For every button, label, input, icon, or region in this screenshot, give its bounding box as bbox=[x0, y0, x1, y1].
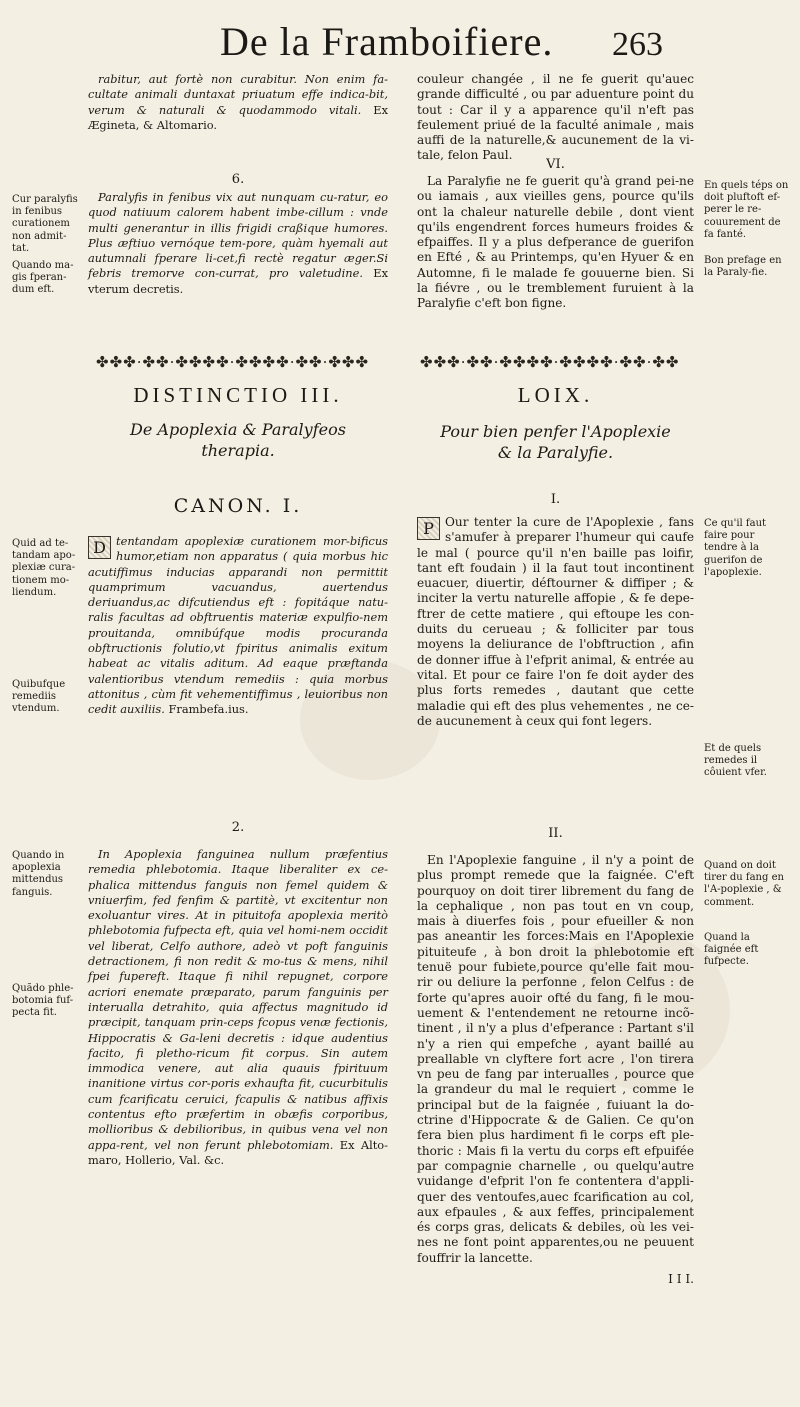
french-canon-1 bbox=[417, 515, 694, 735]
french-dropcap: P bbox=[417, 517, 440, 540]
running-head-title: De la Framboifiere. bbox=[220, 19, 554, 64]
margin-note-left: Quibufque remediis vtendum. bbox=[12, 679, 66, 715]
french-subtitle-line-1: Pour bien penfer l'Apoplexie bbox=[440, 422, 671, 441]
margin-note-left: Quando in apoplexia mittendus fanguis. bbox=[12, 850, 65, 898]
latin-canon-1-text: tentandam apoplexiæ curationem mor-bificus humor,etiam non apparatus ( quia morbus hic acutiffimus inducias apparandi non permittit quamprimum vacuandus, auertendus deriuandus,ac difcutiendus eft : fopitáque natu-ralis facultas ad obftruentis materiæ expulfio-nem prouitanda, omnibúfque modis procuranda obftructionis folutio,vt fpiritus animalis exitum habeat ac vitalis aditum. Ad eaque præftanda valentioribus vtendum remediis : quia morbus attonitus , cùm fit vehementiffimus , leuioribus non cedit auxiliis. bbox=[88, 534, 388, 717]
french-section-number-1: I. bbox=[550, 492, 561, 507]
french-intro-text: couleur changée , il ne fe guerit qu'auec grande difficulté , ou par aduenture point du tout : Car il y a apparence qu'il n'eft pas feulement priué de la faculté animale , mais auffi de la naturelle,& aucunement de la vi-tale, felon Paul. bbox=[417, 72, 694, 163]
latin-canon-2 bbox=[88, 847, 388, 1174]
latin-canon-2-source: Ex Alto-maro, Hollerio, Val. &c. bbox=[88, 1137, 388, 1167]
latin-subtitle bbox=[88, 419, 388, 461]
catchword: I I I. bbox=[668, 1272, 694, 1287]
margin-note-right: Bon prefage en la Paraly-fie. bbox=[704, 255, 782, 279]
french-section-6 bbox=[417, 174, 694, 318]
latin-dropcap: D bbox=[88, 536, 111, 559]
margin-note-left: Quãdo phle-botomia fuf-pecta fit. bbox=[12, 983, 74, 1019]
latin-intro-text: rabitur, aut fortè non curabitur. Non enim fa-cultate animali duntaxat priuatum effe indica-bit, verum & naturali & quodammodo vitali. bbox=[88, 72, 388, 117]
latin-subtitle-line-1: De Apoplexia & Paralyfeos bbox=[130, 420, 346, 439]
distinctio-heading: DISTINCTIO III. bbox=[133, 383, 343, 407]
canon-heading: CANON. I. bbox=[173, 495, 303, 517]
margin-note-left: Quando ma-gis fperan-dum eft. bbox=[12, 260, 74, 296]
french-subtitle bbox=[417, 421, 694, 463]
french-section-number-6: VI. bbox=[546, 157, 565, 172]
margin-note-right: Ce qu'il faut faire pour tendre à la guerifon de l'apoplexie. bbox=[704, 518, 767, 578]
margin-note-right: Et de quels remedes il côuient vfer. bbox=[704, 743, 767, 779]
latin-canon-2-text: In Apoplexia fanguinea nullum præfentius remedia phlebotomia. Itaque liberaliter ex ce-phalica mittendus fanguis non femel quidem & vniuerfim, fed fenfim & partitè, vt excitentur non exoluantur vires. At in pituitofa apoplexia meritò phlebotomia fufpecta eft, quia vel homi-nem occidit vel liberat, Celfo authore, adeò vt poft fanguinis detractionem, fi non redit & mo-tus & mens, nihil fpei fupereft. Itaque fi nihil repugnet, corpore acriori enemate præparato, parum fanguinis per interualla detrahito, quia affectus magnitudo id præcipit, tanquam prin-ceps fcopus venæ fectionis, Hippocratis & Ga-leni decretis : idque audentius facito, fi pletho-ricum fit corpus. Sin autem immodica venere, aut alia quauis fpirituum inanitione virtus cor-poris exhaufta fit, cucurbitulis cum fcarificatu ceruici, fcapulis & natibus affixis contentus efto præfertim in obæfis corporibus, mollioribus & debilioribus, in quibus vena vel non appa-rent, vel non ferunt phlebotomiam. bbox=[88, 847, 388, 1152]
french-subtitle-line-2: & la Paralyfie. bbox=[497, 443, 614, 462]
latin-section-number-2: 2. bbox=[231, 820, 245, 835]
french-section-6-text: La Paralyfie ne fe guerit qu'à grand pei-ne ou iamais , aux vieilles gens, pource qu'ils ont la chaleur naturelle debile , dont vient qu'ils engendrent forces humeurs froides & efpaiffes. Il y a plus defperance de guerifon en Efté , & au Printemps, qu'en Hyuer & en Automne, fi le malade fe gouuerne bien. Si la fiévre , ou le tremblement furuient à la Paralyfie c'eft bon figne. bbox=[417, 174, 694, 311]
latin-section-6-text: Paralyfis in fenibus vix aut nunquam cu-ratur, eo quod natiuum calorem habent imbe-cillum : vnde multi generantur in illis frigidi craßique humores. Plus æftiuo vernóque tem-pore, quàm hyemali aut autumnali fperare li-cet,fi rectè regatur æger.Si febris tremorve con-currat, pro valetudine. bbox=[88, 190, 388, 281]
ornament-band-left: ✤✤✤·✤✤·✤✤✤✤·✤✤✤✤·✤✤·✤✤✤ bbox=[96, 353, 370, 371]
margin-note-left: Cur paralyfis in fenibus curationem non admit-tat. bbox=[12, 194, 78, 254]
loix-heading: LOIX. bbox=[517, 383, 594, 407]
latin-section-number-6: 6. bbox=[231, 172, 245, 187]
margin-note-right: En quels téps on doit pluftoft ef-perer le re-couurement de fa fanté. bbox=[704, 180, 789, 240]
latin-intro bbox=[88, 72, 388, 139]
page-number: 263 bbox=[612, 26, 663, 63]
margin-note-right: Quand la faignée eft fufpecte. bbox=[704, 932, 759, 968]
latin-subtitle-line-2: therapia. bbox=[201, 441, 275, 460]
latin-canon-1-source: Frambefa.ius. bbox=[168, 702, 249, 717]
latin-intro-source: Ex Ægineta, & Altomario. bbox=[88, 102, 389, 132]
french-section-number-2: II. bbox=[548, 826, 563, 841]
latin-section-6-source: Ex vterum decretis. bbox=[88, 266, 388, 296]
latin-section-6 bbox=[88, 190, 388, 303]
french-canon-2-text: En l'Apoplexie fanguine , il n'y a point de plus prompt remede que la faignée. C'eft pourquoy on doit tirer librement du fang de la cephalique , non pas tout en vn coup, mais à diuerfes fois , pour efueiller & non pas aneantir les forces:Mais en l'Apoplexie pituiteufe , à bon droit la phlebotomie eft tenuë pour fubiete,pource qu'elle fait mou-rir ou deliure la perfonne , felon Celfus : de forte qu'apres auoir ofté du fang, fi le mou-uement & l'entendement ne retourne incõ-tinent , il n'y a plus d'efperance : Partant s'il n'y a rien qui empefche , ayant baillé au preallable vn clyftere fort acre , l'on tirera vn peu de fang par interualles , pource que la grandeur du mal le requiert , comme le principal but de la faignée , fuiuant la do-ctrine d'Hippocrate & de Galien. Ce qu'on fera bien plus hardiment fi le corps eft ple-thoric : Mais fi la vertu du corps eft efpuifée par compagnie charnelle , ou quelqu'autre vuidange d'efprit l'on fe contentera d'appli-quer des ventoufes,auec fcarification au col, aux efpaules , & aux feffes, principalement és corps gras, delicats & debiles, où les vei-nes ne font point apparentes,ou ne peuuent fouffrir la lancette. bbox=[417, 853, 694, 1265]
margin-note-left: Quid ad te-tandam apo-plexiæ cura-tionem mo-liendum. bbox=[12, 538, 76, 598]
running-head bbox=[0, 18, 800, 70]
ornament-band-right: ✤✤✤·✤✤·✤✤✤✤·✤✤✤✤·✤✤·✤✤ bbox=[420, 353, 680, 371]
french-canon-1-text: Our tenter la cure de l'Apoplexie , fans s'amufer à preparer l'humeur qui caufe le mal ( pource qu'il n'en baille pas loifir, tant eft foudain ) il la faut tout incontinent euacuer, diuertir, déftourner & diffiper ; & inciter la vertu naturelle affopie , & fe depe-ftrer de cette matiere , qui eftoupe les con-duits du cerueau ; & folliciter par tous moyens la deliurance de l'obftruction , afin de donner iffue à l'efprit animal, & entrée au vital. Et pour ce faire l'on fe doit ayder des plus forts remedes , dautant que cette maladie qui eft des plus vehementes , ne ce-de aucunement à ceux qui font legers. bbox=[417, 515, 694, 728]
margin-note-right: Quand on doit tirer du fang en l'A-poplexie , & comment. bbox=[704, 860, 784, 908]
french-canon-2 bbox=[417, 853, 694, 1287]
french-intro bbox=[417, 72, 694, 170]
latin-canon-1 bbox=[88, 534, 388, 724]
